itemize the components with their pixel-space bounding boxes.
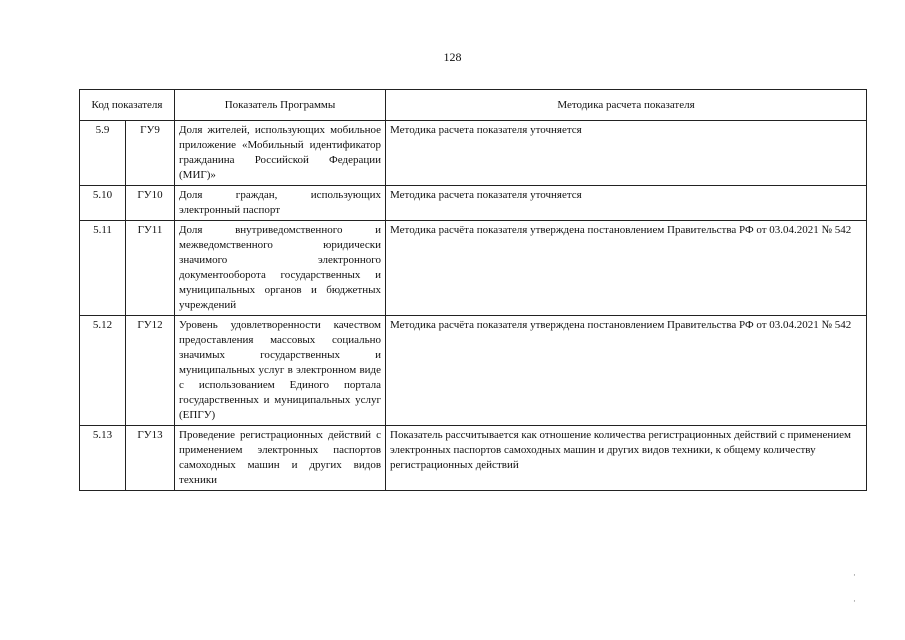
row-method: Методика расчёта показателя утверждена постановлением Правительства РФ от 03.04.2021 № 542 — [386, 221, 867, 316]
row-code: ГУ12 — [126, 316, 175, 426]
row-number: 5.13 — [80, 426, 126, 491]
row-number: 5.9 — [80, 121, 126, 186]
row-code: ГУ10 — [126, 186, 175, 221]
row-indicator: Доля жителей, использующих мобильное приложение «Мобильный идентификатор гражданина Российской Федерации (МИГ)» — [175, 121, 386, 186]
row-indicator: Доля внутриведомственного и межведомственного юридически значимого электронного документооборота государственных и муниципальных органов и бюджетных учреждений — [175, 221, 386, 316]
row-indicator: Доля граждан, использующих электронный паспорт — [175, 186, 386, 221]
row-number: 5.11 — [80, 221, 126, 316]
row-method: Методика расчета показателя уточняется — [386, 121, 867, 186]
header-indicator: Показатель Программы — [175, 90, 386, 121]
table-row — [80, 186, 867, 221]
row-indicator: Проведение регистрационных действий с применением электронных паспортов самоходных машин и других видов техники — [175, 426, 386, 491]
scan-dot: · — [853, 571, 856, 581]
table-row — [80, 426, 867, 491]
row-code: ГУ11 — [126, 221, 175, 316]
row-number: 5.10 — [80, 186, 126, 221]
row-number: 5.12 — [80, 316, 126, 426]
table-row — [80, 221, 867, 316]
table-row — [80, 121, 867, 186]
row-code: ГУ13 — [126, 426, 175, 491]
scan-dot: · — [853, 597, 856, 607]
row-method: Показатель рассчитывается как отношение количества регистрационных действий с применением электронных паспортов самоходных машин и других видов техники, к общему количеству регистрационных действий — [386, 426, 867, 491]
row-method: Методика расчёта показателя утверждена постановлением Правительства РФ от 03.04.2021 № 542 — [386, 316, 867, 426]
header-method: Методика расчета показателя — [386, 90, 867, 121]
row-code: ГУ9 — [126, 121, 175, 186]
indicators-table — [79, 89, 867, 491]
table-header-row — [80, 90, 867, 121]
page-number: 128 — [443, 50, 462, 64]
table-row — [80, 316, 867, 426]
header-code: Код показателя — [80, 90, 175, 121]
row-indicator: Уровень удовлетворенности качеством предоставления массовых социально значимых государственных и муниципальных услуг в электронном виде с использованием Единого портала государственных и муниципальных услуг (ЕПГУ) — [175, 316, 386, 426]
row-method: Методика расчета показателя уточняется — [386, 186, 867, 221]
